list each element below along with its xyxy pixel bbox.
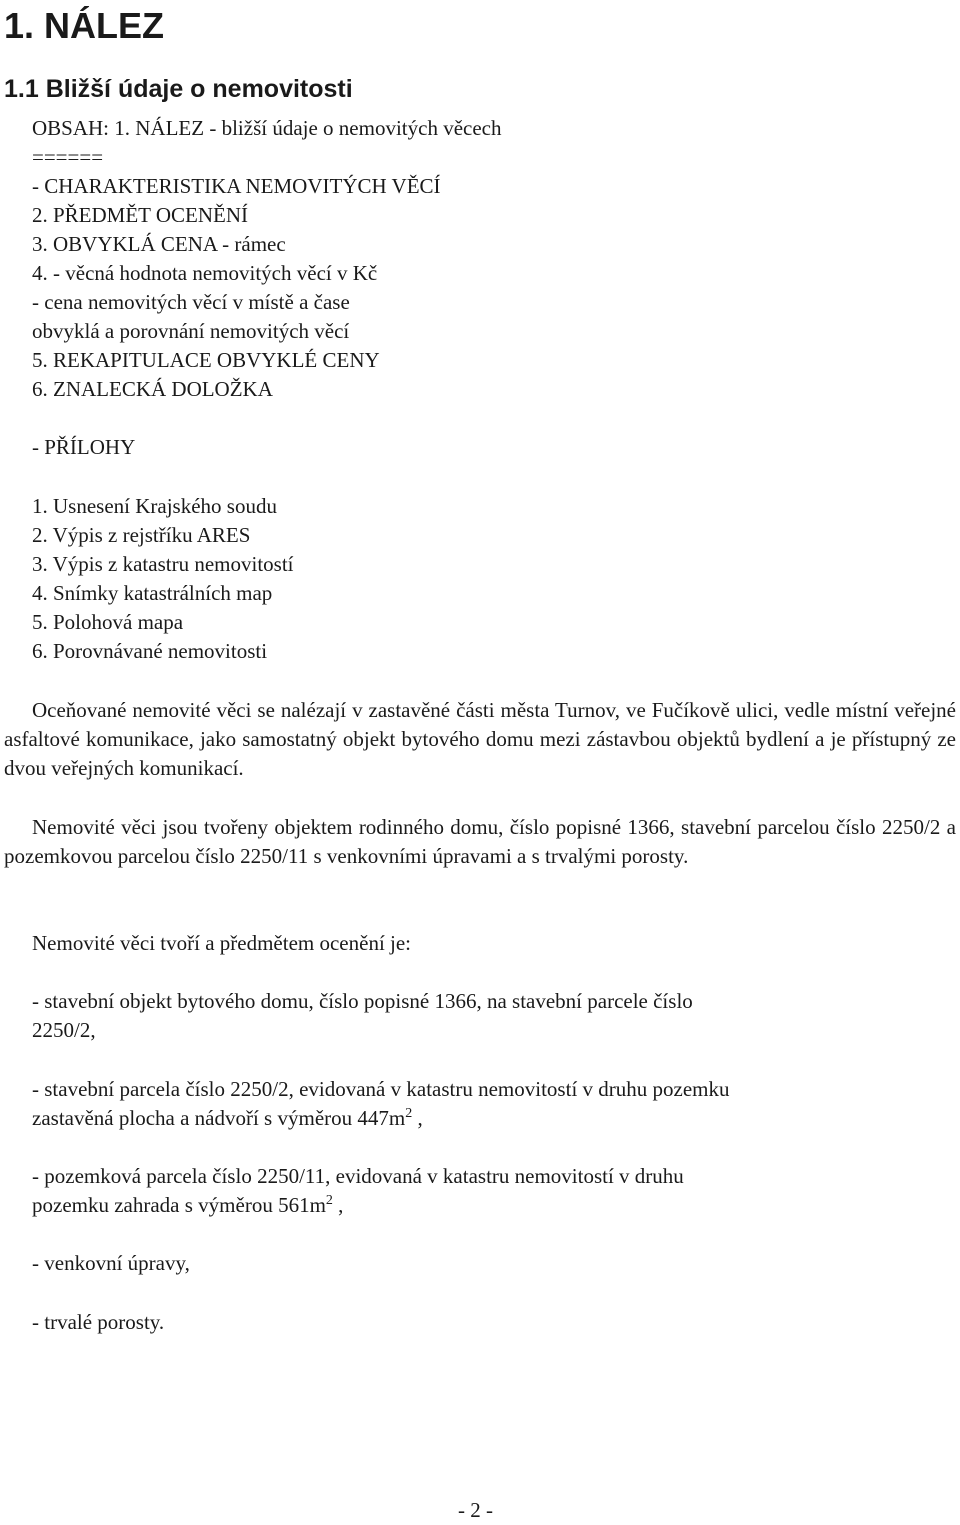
superscript: 2 <box>405 1106 413 1121</box>
attachment-item: 6. Porovnávané nemovitosti <box>32 639 268 663</box>
contents-item: 3. OBVYKLÁ CENA - rámec <box>32 232 286 256</box>
attachments-title: - PŘÍLOHY <box>32 435 136 459</box>
attachment-item: 3. Výpis z katastru nemovitostí <box>32 552 294 576</box>
contents-item: 2. PŘEDMĚT OCENĚNÍ <box>32 203 249 227</box>
subject-paragraph: Nemovité věci tvoří a předmětem ocenění je: <box>32 931 412 955</box>
property-item <box>32 1075 752 1133</box>
attachment-item: 2. Výpis z rejstříku ARES <box>32 523 251 547</box>
property-item: - venkovní úpravy, <box>32 1251 190 1275</box>
contents-item: OBSAH: 1. NÁLEZ - bližší údaje o nemovitých věcech <box>32 116 502 140</box>
location-paragraph: Oceňované nemovité věci se nalézají v zastavěné části města Turnov, ve Fučíkově ulici, vedle místní veřejné asfaltové komunikace, jako samostatný objekt bytového domu mezi zástavbou objektů bydlení a je přístupný ze dvou veřejných komunikací. <box>4 698 956 780</box>
property-item-tail: , <box>332 1193 344 1217</box>
page-number: - 2 - <box>458 1498 493 1522</box>
section-heading: 1. NÁLEZ <box>4 5 165 46</box>
property-item-text: - pozemková parcela číslo 2250/11, evidovaná v katastru nemovitostí v druhu pozemku zahrada s výměrou 561m <box>32 1164 684 1217</box>
composition-paragraph: Nemovité věci jsou tvořeny objektem rodinného domu, číslo popisné 1366, stavební parcelou číslo 2250/2 a pozemkovou parcelou číslo 2250/11 s venkovními úpravami a s trvalými porosty. <box>4 815 956 868</box>
attachment-item: 1. Usnesení Krajského soudu <box>32 494 277 518</box>
contents-item: 6. ZNALECKÁ DOLOŽKA <box>32 377 273 401</box>
contents-item: - CHARAKTERISTIKA NEMOVITÝCH VĚCÍ <box>32 174 441 198</box>
subsection-heading: 1.1 Bližší údaje o nemovitosti <box>4 75 353 103</box>
property-item: - stavební objekt bytového domu, číslo popisné 1366, na stavební parcele číslo 2250/2, <box>32 989 693 1042</box>
attachment-item: 4. Snímky katastrálních map <box>32 581 273 605</box>
contents-item: obvyklá a porovnání nemovitých věcí <box>32 319 350 343</box>
contents-item: 4. - věcná hodnota nemovitých věcí v Kč <box>32 261 378 285</box>
contents-item: - cena nemovitých věcí v místě a čase <box>32 290 350 314</box>
property-item <box>32 1162 752 1220</box>
contents-item: ====== <box>32 145 104 169</box>
attachment-item: 5. Polohová mapa <box>32 610 184 634</box>
superscript: 2 <box>325 1193 333 1208</box>
property-item: - trvalé porosty. <box>32 1310 165 1334</box>
property-item-text: - stavební parcela číslo 2250/2, evidovaná v katastru nemovitostí v druhu pozemku zastavěná plocha a nádvoří s výměrou 447m <box>32 1077 730 1130</box>
property-item-tail: , <box>412 1106 423 1130</box>
contents-item: 5. REKAPITULACE OBVYKLÉ CENY <box>32 348 380 372</box>
